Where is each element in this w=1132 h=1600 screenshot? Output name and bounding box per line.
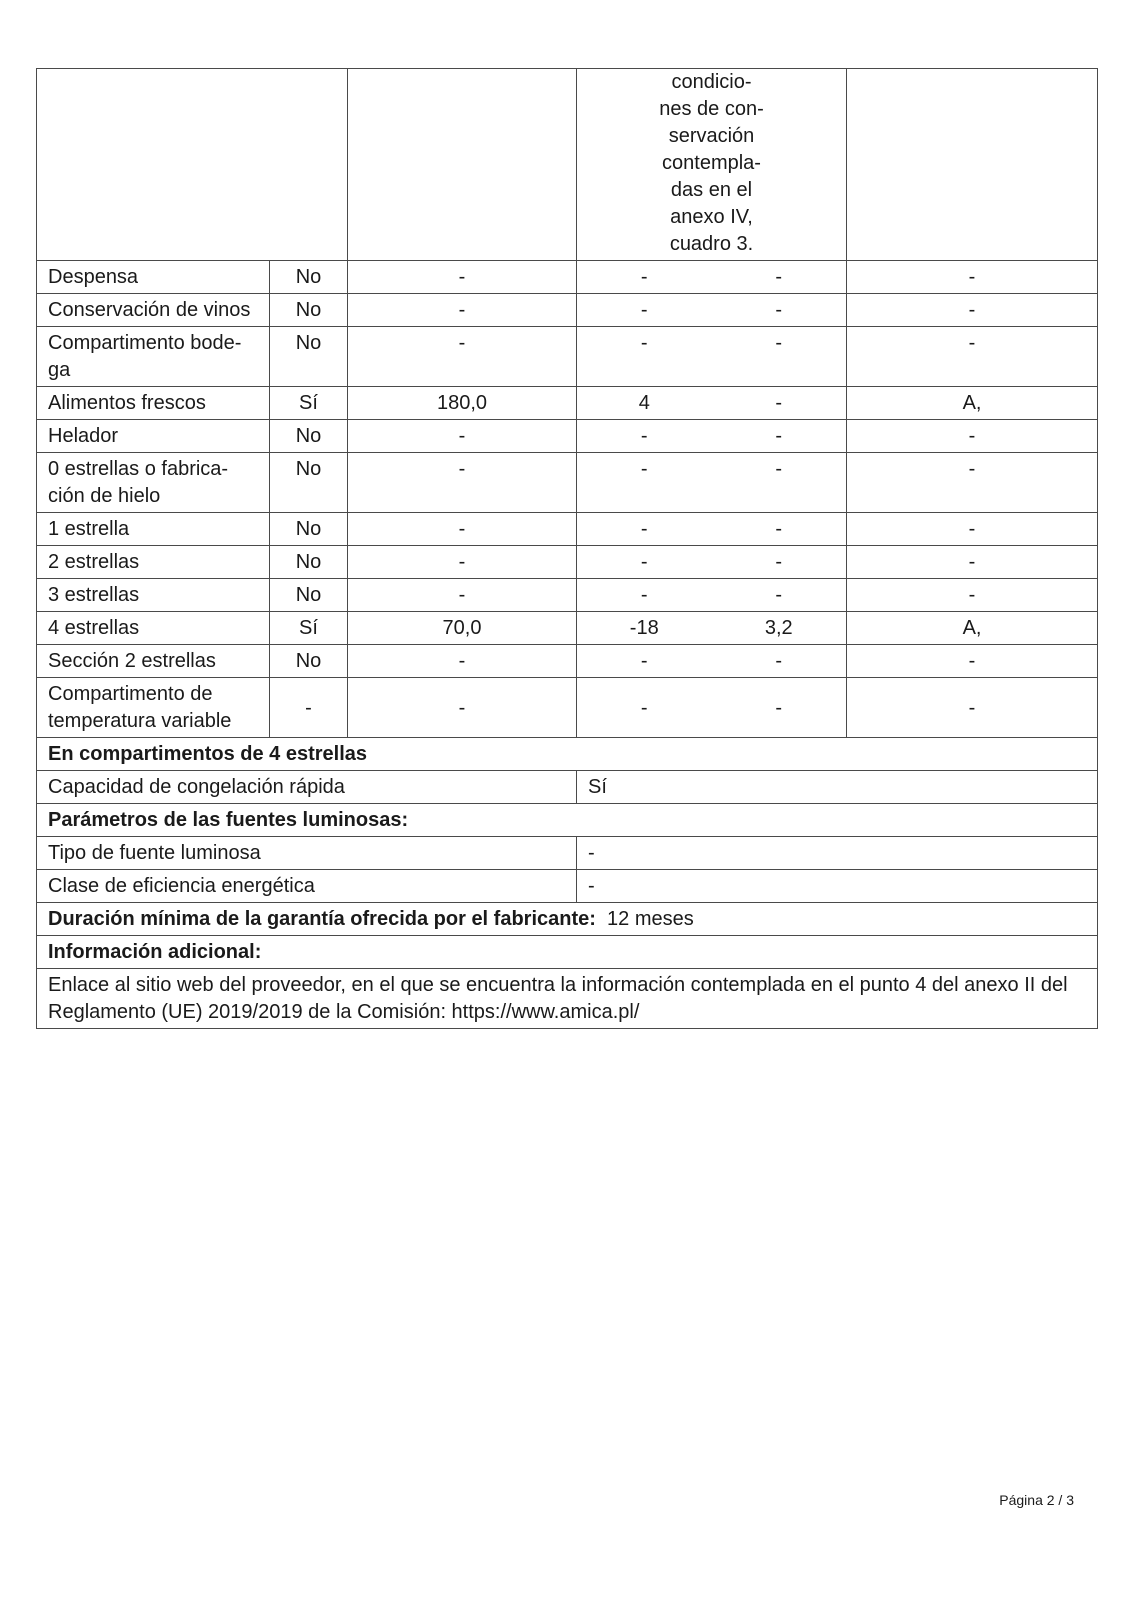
compartment-power: - (712, 513, 847, 546)
compartment-name: Alimentos frescos (37, 387, 270, 420)
light-heading: Parámetros de las fuentes luminosas: (37, 804, 1098, 837)
compartment-class: - (847, 579, 1098, 612)
compartment-class: - (847, 327, 1098, 387)
compartment-temp: - (577, 579, 712, 612)
compartment-volume: - (348, 261, 577, 294)
compartment-row (37, 420, 1098, 453)
warranty-row (37, 903, 1098, 936)
compartment-row (37, 261, 1098, 294)
compartment-class: - (847, 294, 1098, 327)
compartment-name: Helador (37, 420, 270, 453)
compartment-present: No (270, 546, 348, 579)
compartments-table (36, 68, 1098, 1029)
compartment-temp: - (577, 261, 712, 294)
compartment-volume: - (348, 579, 577, 612)
compartment-row (37, 294, 1098, 327)
compartment-volume: - (348, 546, 577, 579)
compartment-power: - (712, 678, 847, 738)
compartment-row (37, 513, 1098, 546)
fast-freeze-row (37, 771, 1098, 804)
compartment-name: Conservación de vinos (37, 294, 270, 327)
compartment-present: No (270, 513, 348, 546)
compartment-present: No (270, 579, 348, 612)
compartment-power: - (712, 387, 847, 420)
four-star-heading: En compartimentos de 4 estrellas (37, 738, 1098, 771)
continuation-note: condicio- nes de con- servación contempla- das en el anexo IV, cuadro 3. (577, 69, 847, 261)
light-class-label: Clase de eficiencia energética (37, 870, 577, 903)
compartment-class: - (847, 546, 1098, 579)
compartment-name: Compartimento de temperatura variable (37, 678, 270, 738)
compartment-name: 4 estrellas (37, 612, 270, 645)
compartment-name: 0 estrellas o fabrica- ción de hielo (37, 453, 270, 513)
compartment-class: A, (847, 387, 1098, 420)
light-type-value: - (577, 837, 1098, 870)
document-sheet (36, 68, 1097, 1029)
compartment-class: A, (847, 612, 1098, 645)
compartment-volume: 70,0 (348, 612, 577, 645)
compartment-power: - (712, 327, 847, 387)
additional-text-row (37, 969, 1098, 1029)
compartment-power: - (712, 546, 847, 579)
compartment-name: Sección 2 estrellas (37, 645, 270, 678)
compartment-power: 3,2 (712, 612, 847, 645)
compartment-present: No (270, 294, 348, 327)
fast-freeze-value: Sí (577, 771, 1098, 804)
compartment-present: No (270, 420, 348, 453)
additional-heading-row (37, 936, 1098, 969)
compartment-volume: - (348, 678, 577, 738)
compartment-power: - (712, 261, 847, 294)
compartment-volume: - (348, 294, 577, 327)
light-type-row (37, 837, 1098, 870)
compartment-power: - (712, 294, 847, 327)
compartment-row (37, 645, 1098, 678)
light-class-value: - (577, 870, 1098, 903)
compartment-volume: - (348, 645, 577, 678)
compartment-volume: - (348, 327, 577, 387)
compartment-row (37, 327, 1098, 387)
compartment-temp: -18 (577, 612, 712, 645)
compartment-temp: - (577, 420, 712, 453)
compartment-volume: - (348, 453, 577, 513)
compartment-present: - (270, 678, 348, 738)
compartment-temp: - (577, 294, 712, 327)
compartment-name: Compartimento bode- ga (37, 327, 270, 387)
four-star-heading-row (37, 738, 1098, 771)
compartment-row (37, 612, 1098, 645)
compartment-temp: - (577, 645, 712, 678)
compartment-present: No (270, 327, 348, 387)
compartment-power: - (712, 420, 847, 453)
warranty-value: 12 meses (607, 908, 694, 930)
compartment-row (37, 678, 1098, 738)
compartment-class: - (847, 453, 1098, 513)
compartment-temp: - (577, 453, 712, 513)
light-heading-row (37, 804, 1098, 837)
compartment-class: - (847, 420, 1098, 453)
compartment-class: - (847, 645, 1098, 678)
compartment-row (37, 546, 1098, 579)
compartment-present: Sí (270, 612, 348, 645)
compartment-temp: 4 (577, 387, 712, 420)
warranty-label: Duración mínima de la garantía ofrecida por el fabricante: (48, 908, 596, 930)
page-number: Página 2 / 3 (999, 1492, 1074, 1508)
light-type-label: Tipo de fuente luminosa (37, 837, 577, 870)
compartment-volume: - (348, 420, 577, 453)
compartment-present: No (270, 453, 348, 513)
compartment-volume: - (348, 513, 577, 546)
compartment-present: No (270, 645, 348, 678)
compartment-temp: - (577, 546, 712, 579)
compartment-name: 3 estrellas (37, 579, 270, 612)
compartment-power: - (712, 453, 847, 513)
compartment-power: - (712, 579, 847, 612)
compartment-class: - (847, 513, 1098, 546)
compartment-present: Sí (270, 387, 348, 420)
compartment-temp: - (577, 678, 712, 738)
compartment-class: - (847, 261, 1098, 294)
fast-freeze-label: Capacidad de congelación rápida (37, 771, 577, 804)
compartment-temp: - (577, 513, 712, 546)
additional-heading: Información adicional: (37, 936, 1098, 969)
compartment-present: No (270, 261, 348, 294)
compartment-row (37, 579, 1098, 612)
compartment-name: 2 estrellas (37, 546, 270, 579)
additional-text: Enlace al sitio web del proveedor, en el que se encuentra la información contemplada en el punto 4 del anexo II del Reglamento (UE) 2019/2019 de la Comisión: https://www.amica.pl/ (37, 969, 1098, 1029)
continuation-row (37, 69, 1098, 261)
compartment-class: - (847, 678, 1098, 738)
compartment-name: 1 estrella (37, 513, 270, 546)
compartment-power: - (712, 645, 847, 678)
compartment-row (37, 453, 1098, 513)
compartment-name: Despensa (37, 261, 270, 294)
compartment-row (37, 387, 1098, 420)
light-class-row (37, 870, 1098, 903)
compartment-volume: 180,0 (348, 387, 577, 420)
compartment-temp: - (577, 327, 712, 387)
